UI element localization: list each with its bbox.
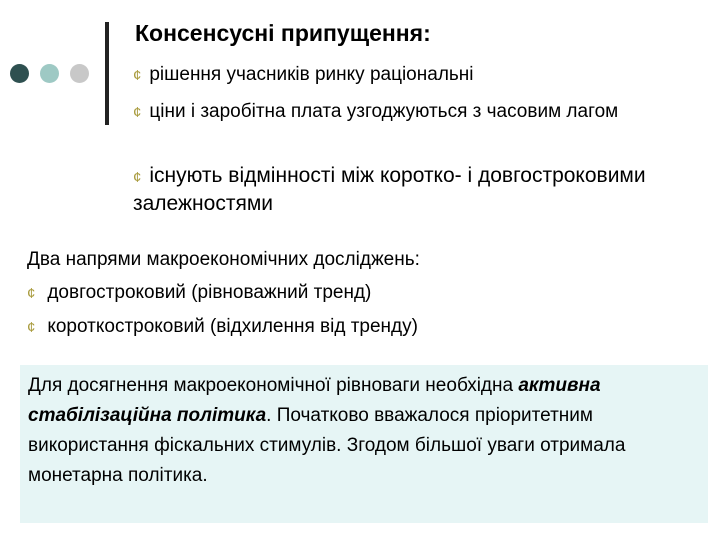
direction-item-2 [27, 310, 707, 344]
decorative-dots [10, 64, 100, 84]
dot-gray [70, 64, 89, 83]
condition-text-1: рішення учасників ринку раціональні [149, 64, 474, 85]
slide-title: Консенсусні припущення: [135, 20, 431, 46]
bullet-icon: ¢ [27, 319, 36, 336]
bullet-icon: ¢ [133, 67, 142, 84]
research-directions [27, 243, 707, 344]
bullet-icon: ¢ [133, 104, 142, 121]
direction-item-1 [27, 276, 707, 310]
dot-teal [40, 64, 59, 83]
dot-dark [10, 64, 29, 83]
policy-text-after: . Початково вважалося пріоритетним використання фіскальних стимулів. Згодом більшої уваги отримала монетарна політика. [28, 405, 626, 486]
policy-note-box [20, 365, 708, 523]
condition-text-2: ціни і заробітна плата узгоджуються з часовим лагом [149, 101, 619, 122]
bullet-icon: ¢ [27, 285, 36, 302]
policy-text-before: Для досягнення макроекономічної рівноваги необхідна [28, 375, 519, 396]
condition-item-2 [133, 100, 713, 124]
direction-text-2: короткостроковий (відхилення від тренду) [47, 316, 418, 337]
condition-item-3 [133, 163, 713, 217]
directions-heading: Два напрями макроекономічних досліджень: [27, 249, 420, 270]
condition-text-3: існують відмінності між коротко- і довгостроковими залежностями [133, 164, 646, 215]
policy-emphasis: активна стабілізаційна політика [28, 375, 601, 426]
vertical-divider [105, 22, 109, 125]
condition-item-1 [133, 63, 713, 87]
bullet-icon: ¢ [133, 169, 142, 186]
direction-text-1: довгостроковий (рівноважний тренд) [47, 282, 372, 303]
